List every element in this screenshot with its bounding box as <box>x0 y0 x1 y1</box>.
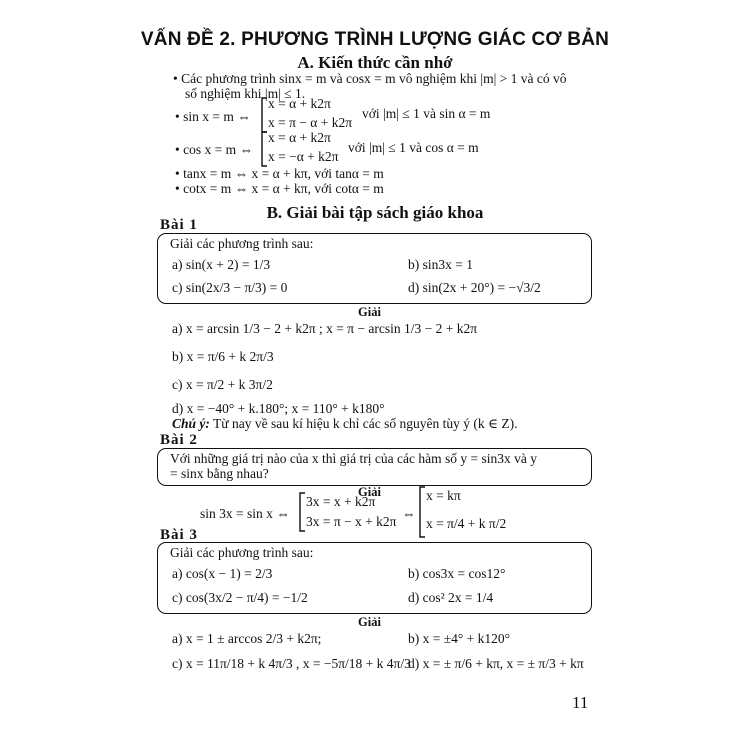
bai-1-solution-c: c) x = π/2 + k 3π/2 <box>172 377 273 392</box>
bai-2-prompt-line1: Với những giá trị nào của x thì giá trị của các hàm số y = sin3x và y <box>170 451 537 466</box>
sin-condition: với |m| ≤ 1 và sin α = m <box>362 106 491 121</box>
bai-1-item-c: c) sin(2x/3 − π/3) = 0 <box>172 280 288 295</box>
bai-2-lhs: sin 3x = sin x ⇔ <box>200 506 290 521</box>
note-label: Chú ý: <box>172 416 210 431</box>
bai-1-item-a: a) sin(x + 2) = 1/3 <box>172 257 271 272</box>
bai-3-solution-d: d) x = ± π/6 + kπ, x = ± π/3 + kπ <box>408 656 584 671</box>
bai-3-item-c: c) cos(3x/2 − π/4) = −1/2 <box>172 590 308 605</box>
bai-3-label: Bài 3 <box>160 527 198 543</box>
bullet-sin-cos-range-line1: • Các phương trình sinx = m và cosx = m vô nghiệm khi |m| > 1 và có vô <box>173 71 567 86</box>
bai-3-prompt: Giải các phương trình sau: <box>170 545 314 560</box>
tan-equation: • tanx = m ⇔ x = α + kπ, với tanα = m <box>175 166 384 181</box>
bai-2-prompt-line2: = sinx bằng nhau? <box>170 466 269 481</box>
bai-2-equivalence-arrow: ⇔ <box>402 506 416 521</box>
bai-1-label: Bài 1 <box>160 217 198 233</box>
note-line <box>172 416 518 432</box>
page-number: 11 <box>572 693 589 712</box>
bai-3-solution-b: b) x = ±4° + k120° <box>408 631 511 646</box>
bai-3-solution-c: c) x = 11π/18 + k 4π/3 , x = −5π/18 + k 4π/3 <box>172 656 411 671</box>
cos-equation-lhs: • cos x = m ⇔ <box>175 142 253 157</box>
bai-3-giai-heading: Giải <box>358 615 381 629</box>
cos-case-2: x = −α + k2π <box>268 149 339 164</box>
bai-2-result-2: x = π/4 + k π/2 <box>426 516 507 531</box>
sin-case-2: x = π − α + k2π <box>268 115 353 130</box>
page-title: VẤN ĐỀ 2. PHƯƠNG TRÌNH LƯỢNG GIÁC CƠ BẢN <box>140 29 610 50</box>
bai-1-giai-heading: Giải <box>358 305 381 319</box>
bai-2-giai-heading: Giải <box>358 485 381 499</box>
bai-2-left-bracket <box>298 492 306 532</box>
cos-case-1: x = α + k2π <box>268 130 331 145</box>
sin-system-bracket <box>260 97 268 133</box>
bai-1-prompt: Giải các phương trình sau: <box>170 236 314 251</box>
bai-2-case-2: 3x = π − x + k2π <box>306 514 397 529</box>
sin-case-1: x = α + k2π <box>268 96 331 111</box>
bai-1-item-b: b) sin3x = 1 <box>408 257 473 272</box>
bai-3-solution-a: a) x = 1 ± arccos 2/3 + k2π; <box>172 631 322 646</box>
section-b-heading: B. Giải bài tập sách giáo khoa <box>266 203 484 222</box>
sin-equation-lhs: • sin x = m ⇔ <box>175 109 251 124</box>
bai-1-item-d: d) sin(2x + 20°) = −√3/2 <box>408 280 541 295</box>
bai-1-solution-b: b) x = π/6 + k 2π/3 <box>172 349 274 364</box>
cos-system-bracket <box>260 131 268 167</box>
section-a-heading: A. Kiến thức cần nhớ <box>297 53 453 72</box>
cos-condition: với |m| ≤ 1 và cos α = m <box>348 140 479 155</box>
bai-1-solution-a: a) x = arcsin 1/3 − 2 + k2π ; x = π − arcsin 1/3 − 2 + k2π <box>172 321 478 336</box>
bai-3-item-a: a) cos(x − 1) = 2/3 <box>172 566 273 581</box>
bai-2-result-1: x = kπ <box>426 488 461 503</box>
bai-3-item-d: d) cos² 2x = 1/4 <box>408 590 494 605</box>
bai-2-label: Bài 2 <box>160 432 198 448</box>
cot-equation: • cotx = m ⇔ x = α + kπ, với cotα = m <box>175 181 384 196</box>
bai-3-item-b: b) cos3x = cos12° <box>408 566 506 581</box>
bai-2-case-1: 3x = x + k2π <box>306 494 376 509</box>
note-text: Từ nay về sau kí hiệu k chỉ các số nguyên tùy ý (k ∈ Z). <box>213 416 518 431</box>
bai-2-right-bracket <box>418 486 426 538</box>
bai-1-solution-d: d) x = −40° + k.180°; x = 110° + k180° <box>172 401 385 416</box>
bullet-sin-cos-range-line2: số nghiệm khi |m| ≤ 1. <box>185 86 306 101</box>
